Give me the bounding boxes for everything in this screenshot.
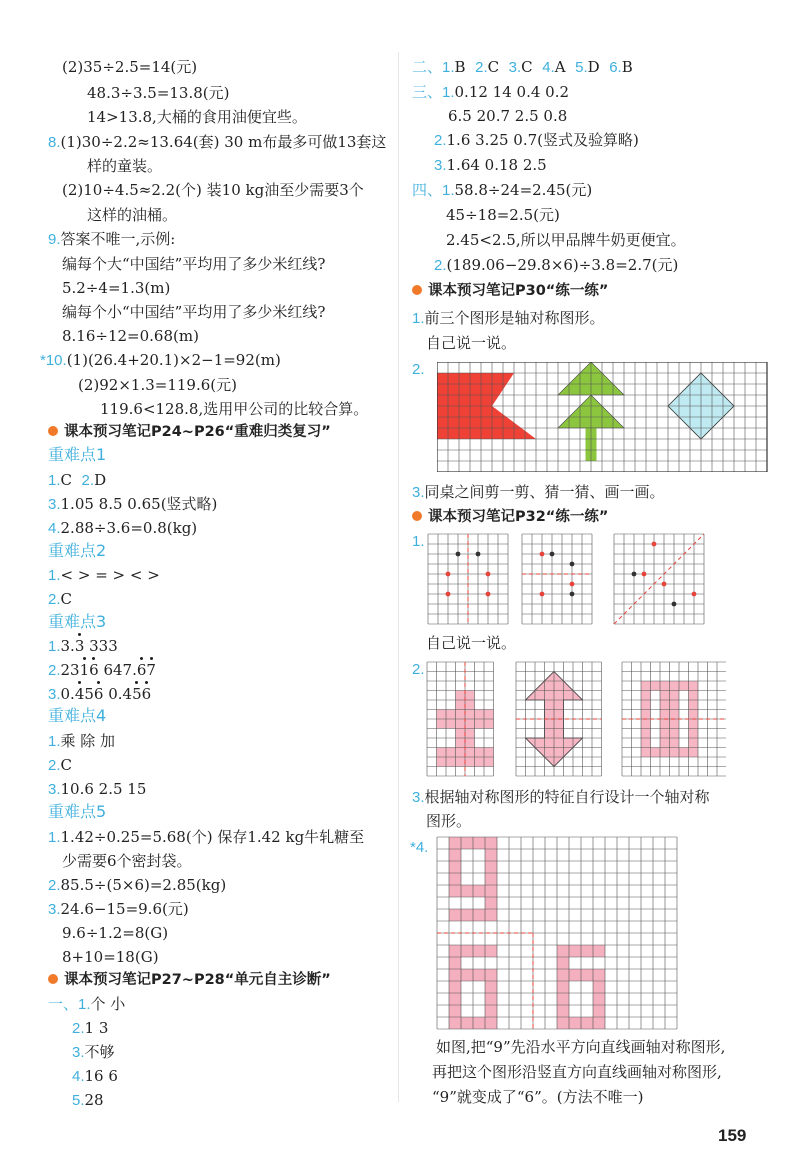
answer-line: 1.< > = > < > bbox=[48, 566, 160, 584]
question-number: 2. bbox=[412, 661, 425, 678]
repeating-digit: 5 bbox=[132, 685, 142, 703]
answer-line: 3.同桌之间剪一剪、猜一猜、画一画。 bbox=[412, 483, 665, 501]
answer-line: 三、1.0.12 14 0.4 0.2 bbox=[412, 83, 570, 101]
answer-line: “9”就变成了“6”。(方法不唯一) bbox=[432, 1088, 644, 1106]
page-number: 159 bbox=[718, 1126, 747, 1145]
answer-line: 2.1.6 3.25 0.7(竖式及验算略) bbox=[434, 131, 639, 149]
answer-line: 这样的油桶。 bbox=[87, 206, 178, 224]
section-heading: 课本预习笔记P27~P28“单元自主诊断” bbox=[48, 970, 331, 990]
question-9 bbox=[48, 229, 175, 250]
symmetry-axis bbox=[614, 534, 704, 624]
grid-dot bbox=[570, 592, 575, 597]
answer-line: 四、1.58.8÷24=2.45(元) bbox=[412, 181, 593, 199]
p32-symmetry-grid-2 bbox=[514, 660, 604, 778]
grid-dot bbox=[632, 572, 637, 577]
bullet-dot-icon bbox=[412, 285, 422, 295]
p32-dots-grid-1 bbox=[426, 532, 512, 626]
answer-line: 2.2316 647.67 bbox=[48, 661, 156, 679]
answer-line: 1.乘 除 加 bbox=[48, 732, 116, 750]
answer-line: 9.6÷1.2=8(G) bbox=[62, 924, 169, 942]
answer-line: 3.不够 bbox=[72, 1043, 115, 1061]
key-point-heading: 重难点2 bbox=[48, 541, 107, 560]
grid-dot bbox=[642, 572, 647, 577]
grid-dot bbox=[540, 552, 545, 557]
grid-dot bbox=[672, 602, 677, 607]
answer-line: 编每个小“中国结”平均用了多少米红线? bbox=[62, 303, 326, 321]
answer-line: 自己说一说。 bbox=[426, 334, 517, 352]
grid-dot bbox=[550, 552, 555, 557]
answer-line: 3.10.6 2.5 15 bbox=[48, 780, 147, 798]
answer-line: 3.1.64 0.18 2.5 bbox=[434, 156, 547, 174]
answer-line: 4.16 6 bbox=[72, 1067, 118, 1085]
key-point-heading: 重难点5 bbox=[48, 802, 107, 821]
answer-line: 自己说一说。 bbox=[426, 634, 517, 652]
question-number: 2. bbox=[412, 361, 425, 378]
question-number: 8. bbox=[48, 134, 61, 151]
key-point-heading: 重难点1 bbox=[48, 445, 107, 464]
answer-line: 1.前三个图形是轴对称图形。 bbox=[412, 309, 605, 327]
repeating-digit: 1 bbox=[79, 661, 90, 679]
answer-line: (2)10÷4.5≈2.2(个) 装10 kg油至少需要3个 bbox=[62, 181, 364, 199]
question-number: 1. bbox=[412, 533, 425, 550]
answer-line: 1.1.42÷0.25=5.68(个) 保存1.42 kg牛轧糖至 bbox=[48, 828, 365, 846]
answer-line: 一、1.个 小 bbox=[48, 995, 126, 1013]
pink-cell bbox=[449, 849, 461, 885]
answer-line: 5.2÷4=1.3(m) bbox=[62, 279, 171, 297]
answer-line: 48.3÷3.5=13.8(元) bbox=[87, 84, 230, 102]
repeating-digit: 6 bbox=[89, 661, 99, 679]
answer-line: 3.根据轴对称图形的特征自行设计一个轴对称 bbox=[412, 788, 710, 806]
grid-dot bbox=[476, 552, 481, 557]
answer-line: 图形。 bbox=[426, 812, 472, 830]
question-number: *4. bbox=[410, 839, 429, 856]
answer-line: 2.(189.06−29.8×6)÷3.8=2.7(元) bbox=[434, 256, 679, 274]
grid-dot bbox=[540, 592, 545, 597]
answer-line: 119.6<128.8,选用甲公司的比较合算。 bbox=[100, 400, 369, 418]
p32-symmetry-grid-3 bbox=[620, 660, 726, 778]
section-heading: 课本预习笔记P30“练一练” bbox=[412, 281, 608, 301]
answer-line: 3.0.456 0.456 bbox=[48, 685, 152, 703]
question-10 bbox=[40, 350, 281, 371]
answer-line: 2.1 3 bbox=[72, 1019, 109, 1037]
bullet-dot-icon bbox=[48, 426, 58, 436]
answer-line: 3.24.6−15=9.6(元) bbox=[48, 900, 189, 918]
grid-dot bbox=[446, 572, 451, 577]
answer-text: 答案不唯一,示例: bbox=[60, 230, 176, 248]
grid-dot bbox=[692, 592, 697, 597]
answer-line: 14>13.8,大桶的食用油便宜些。 bbox=[87, 108, 307, 126]
answer-line: 样的童装。 bbox=[87, 157, 163, 175]
question-8 bbox=[48, 132, 386, 153]
key-point-heading: 重难点3 bbox=[48, 612, 107, 631]
pink-cell bbox=[485, 981, 497, 1017]
pink-cell bbox=[449, 957, 461, 969]
repeating-digit: 6 bbox=[93, 685, 104, 703]
p32-dots-grid-3 bbox=[612, 532, 710, 626]
grid-dot bbox=[570, 582, 575, 587]
grid-dot bbox=[456, 552, 461, 557]
section-heading: 课本预习笔记P24~P26“重难归类复习” bbox=[48, 422, 331, 442]
p32-dots-grid-2 bbox=[520, 532, 600, 626]
answer-line: 二、1.B 2.C 3.C 4.A 5.D 6.B bbox=[412, 58, 633, 76]
p32-nine-to-six-grid bbox=[436, 836, 688, 1030]
question-number: 9. bbox=[48, 231, 61, 248]
answer-line: 45÷18=2.5(元) bbox=[446, 206, 560, 224]
answer-line: 6.5 20.7 2.5 0.8 bbox=[448, 107, 568, 125]
repeating-digit: 4 bbox=[74, 685, 85, 703]
answer-line: 2.85.5÷(5×6)=2.85(kg) bbox=[48, 876, 227, 894]
answer-line: 3.1.05 8.5 0.65(竖式略) bbox=[48, 495, 218, 513]
answer-line: 如图,把“9”先沿水平方向直线画轴对称图形, bbox=[436, 1038, 726, 1056]
pink-cell bbox=[593, 981, 605, 1017]
answer-line: (2)35÷2.5=14(元) bbox=[62, 58, 198, 76]
pink-cell bbox=[557, 981, 569, 1017]
section-heading: 课本预习笔记P32“练一练” bbox=[412, 507, 608, 527]
answer-line: 8+10=18(G) bbox=[62, 948, 159, 966]
pink-cell bbox=[485, 897, 497, 909]
answer-text: (1)30÷2.2≈13.64(套) 30 m布最多可做13套这 bbox=[60, 133, 387, 151]
repeating-digit: 3 bbox=[74, 637, 85, 655]
pink-cell bbox=[557, 957, 569, 969]
grid-dot bbox=[662, 582, 667, 587]
repeating-digit: 7 bbox=[146, 661, 156, 679]
repeating-digit: 6 bbox=[136, 661, 147, 679]
answer-line: 1.C 2.D bbox=[48, 471, 107, 489]
question-number: *10. bbox=[40, 352, 67, 369]
answer-line: 4.2.88÷3.6=0.8(kg) bbox=[48, 519, 198, 537]
answer-line: (2)92×1.3=119.6(元) bbox=[78, 376, 237, 394]
grid-dot bbox=[446, 592, 451, 597]
grid-dot bbox=[486, 572, 491, 577]
grid-dot bbox=[486, 592, 491, 597]
pink-cell bbox=[449, 981, 461, 1017]
answer-line: 8.16÷12=0.68(m) bbox=[62, 327, 199, 345]
answer-text: (1)(26.4+20.1)×2−1=92(m) bbox=[66, 351, 281, 369]
answer-line: 5.28 bbox=[72, 1091, 104, 1109]
answer-line: 再把这个图形沿竖直方向直线画轴对称图形, bbox=[432, 1063, 722, 1081]
p32-symmetry-grid-1 bbox=[425, 660, 501, 778]
bullet-dot-icon bbox=[48, 974, 58, 984]
p30-symmetry-grid bbox=[437, 362, 769, 472]
answer-line: 2.C bbox=[48, 756, 72, 774]
pink-cell bbox=[485, 849, 497, 885]
key-point-heading: 重难点4 bbox=[48, 706, 107, 725]
answer-line: 2.C bbox=[48, 590, 72, 608]
grid-dot bbox=[570, 562, 575, 567]
repeating-digit: 6 bbox=[141, 685, 152, 703]
bullet-dot-icon bbox=[412, 511, 422, 521]
column-divider bbox=[398, 52, 399, 1102]
answer-line: 少需要6个密封袋。 bbox=[62, 852, 192, 870]
answer-line: 编每个大“中国结”平均用了多少米红线? bbox=[62, 255, 326, 273]
grid-dot bbox=[652, 542, 657, 547]
answer-line: 2.45<2.5,所以甲品牌牛奶更便宜。 bbox=[446, 231, 686, 249]
answer-line: 1.3.3 333 bbox=[48, 637, 118, 655]
